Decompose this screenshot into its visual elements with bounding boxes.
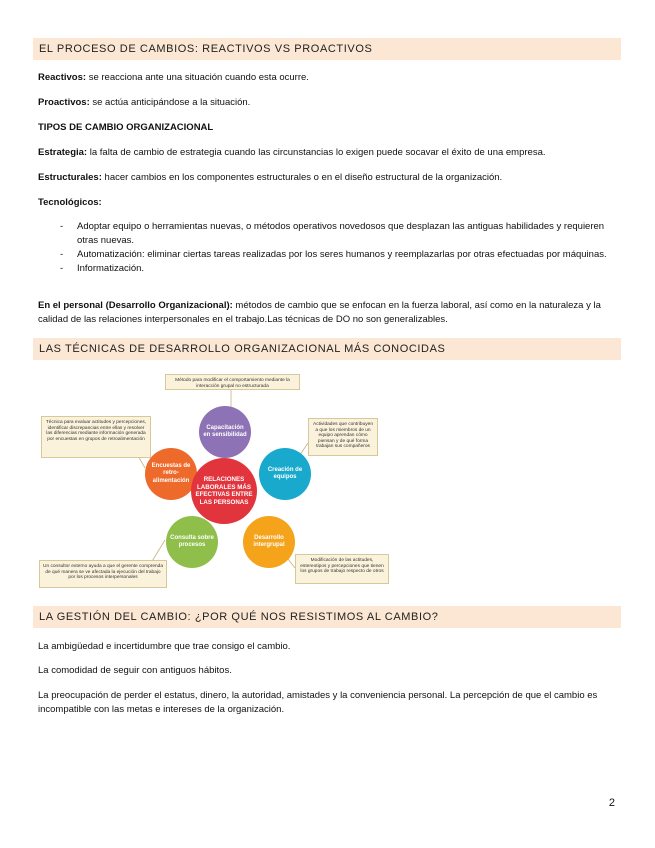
tecnologicos-term: Tecnológicos:	[38, 197, 102, 208]
section-title-proceso-cambios: EL PROCESO DE CAMBIOS: REACTIVOS VS PROACTIVOS	[33, 38, 621, 60]
reactivos-paragraph	[38, 71, 618, 85]
estrategia-term: Estrategia:	[38, 147, 88, 158]
node-capacitacion: Capacitación en sensibilidad	[199, 406, 251, 458]
resistance-paragraph: La preocupación de perder el estatus, dinero, la autoridad, amistades y la conveniencia personal. La percepción de que el cambio es incompatible con las metas e intereses de la organización.	[38, 690, 598, 715]
resistance-paragraph: La comodidad de seguir con antiguos hábitos.	[38, 665, 232, 676]
personal-paragraph	[38, 299, 618, 327]
node-encuestas: Encuestas de retro-alimentación	[145, 448, 197, 500]
callout-encuestas: Técnica para evaluar actitudes y percepciones, identificar discrepancias entre ellas y resolver las diferencias mediante información generada por encuestas en grupos de retroalimentación	[41, 416, 151, 458]
resistance-paragraph: La ambigüedad e incertidumbre que trae consigo el cambio.	[38, 641, 291, 652]
estrategia-text: la falta de cambio de estrategia cuando las circunstancias lo exigen puede socavar el éxito de una empresa.	[87, 147, 546, 158]
proactivos-paragraph	[38, 96, 618, 110]
callout-consulta: Un consultor externo ayuda a que el gerente comprenda de qué manera se ve afectada la ejecución del trabajo por los procesos interpersonales	[39, 560, 167, 588]
estrategia-paragraph	[38, 146, 618, 160]
node-consulta-procesos: Consulta sobre procesos	[166, 516, 218, 568]
tipos-cambio-heading: TIPOS DE CAMBIO ORGANIZACIONAL	[38, 122, 214, 133]
node-creacion-equipos: Creación de equipos	[259, 448, 311, 500]
list-item: - Automatización: eliminar ciertas tareas realizadas por los seres humanos y reemplazarlas por otras efectuadas por máquinas.	[60, 248, 620, 262]
list-item: - Informatización.	[60, 262, 620, 276]
page-number: 2	[608, 797, 615, 809]
estructurales-term: Estructurales:	[38, 172, 102, 183]
list-item: - Adoptar equipo o herramientas nuevas, o métodos operativos novedosos que desplazan las antiguas habilidades y requieren otras nuevas.	[60, 220, 620, 248]
tecnologicos-list	[60, 220, 620, 276]
callout-capacitacion: Método para modificar el comportamiento mediante la interacción grupal no estructurada	[165, 374, 300, 390]
callout-desarrollo: Modificación de las actitudes, estereotipos y percepciones que tienen los grupos de trabajo respecto de otros	[295, 554, 389, 584]
reactivos-text: se reacciona ante una situación cuando esta ocurre.	[86, 72, 309, 83]
proactivos-text: se actúa anticipándose a la situación.	[89, 97, 251, 108]
callout-creacion: Actividades que contribuyen a que los miembros de un equipo aprendan cómo piensan y de qué forma trabajan sus compañeros	[308, 418, 378, 456]
estructurales-paragraph	[38, 171, 618, 185]
node-desarrollo-intergrupal: Desarrollo intergrupal	[243, 516, 295, 568]
section-title-gestion-cambio: LA GESTIÓN DEL CAMBIO: ¿POR QUÉ NOS RESISTIMOS AL CAMBIO?	[33, 606, 621, 628]
section-title-tecnicas-do: LAS TÉCNICAS DE DESARROLLO ORGANIZACIONAL MÁS CONOCIDAS	[33, 338, 621, 360]
personal-term: En el personal (Desarrollo Organizacional):	[38, 300, 233, 311]
node-center-relaciones: RELACIONES LABORALES MÁS EFECTIVAS ENTRE LAS PERSONAS	[191, 458, 257, 524]
reactivos-term: Reactivos:	[38, 72, 87, 83]
proactivos-term: Proactivos:	[38, 97, 90, 108]
personal-text: métodos de cambio que se enfocan en la fuerza laboral, así como en la naturaleza y la calidad de las relaciones interpersonales en el trabajo.Las técnicas de DO no son generalizables.	[38, 300, 601, 325]
estructurales-text: hacer cambios en los componentes estructurales o en el diseño estructural de la organización.	[101, 172, 503, 183]
do-techniques-diagram	[33, 368, 398, 598]
